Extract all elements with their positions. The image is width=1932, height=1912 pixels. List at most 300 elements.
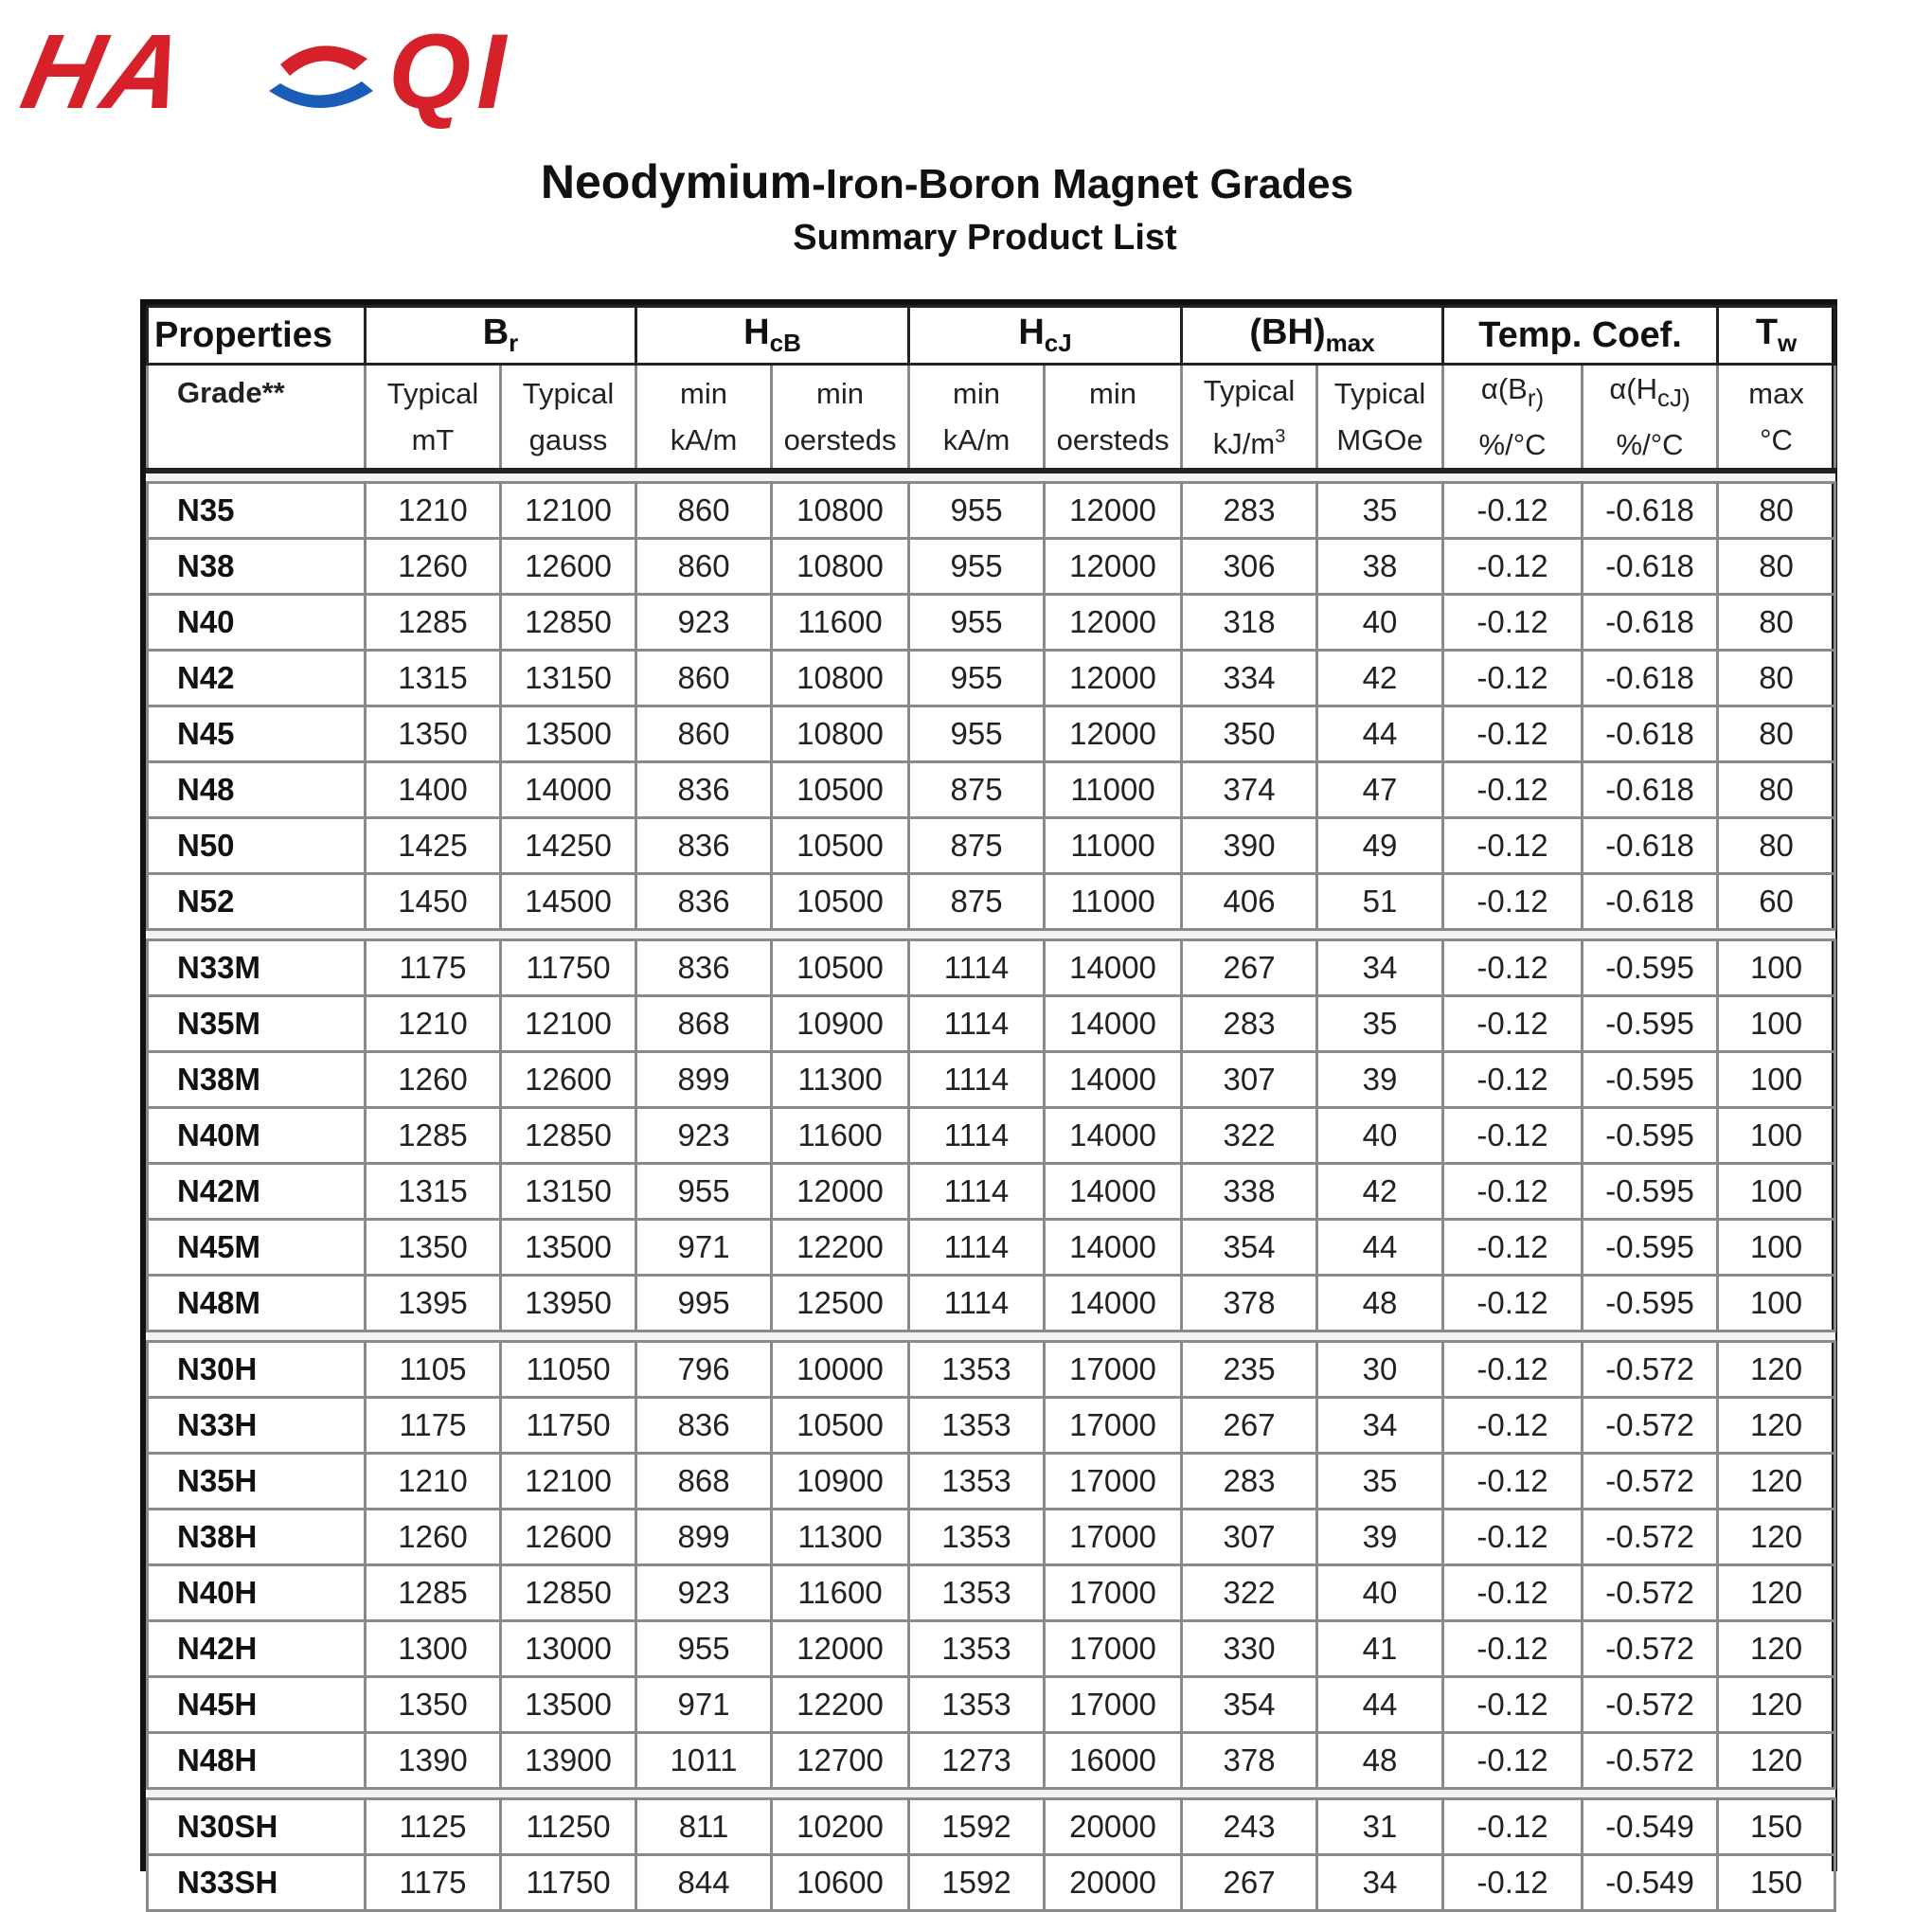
value-cell: 48	[1317, 1733, 1443, 1789]
value-cell: 860	[636, 483, 772, 539]
value-cell: 322	[1182, 1108, 1317, 1164]
value-cell: 267	[1182, 1398, 1317, 1454]
value-cell: 13500	[501, 1677, 636, 1733]
value-cell: -0.12	[1443, 1342, 1583, 1398]
value-cell: 283	[1182, 1454, 1317, 1510]
value-cell: 11050	[501, 1342, 636, 1398]
value-cell: 80	[1718, 762, 1835, 818]
value-cell: -0.595	[1583, 1164, 1718, 1220]
value-cell: -0.12	[1443, 1398, 1583, 1454]
value-cell: -0.12	[1443, 1276, 1583, 1331]
title-rest: -Iron-Boron Magnet Grades	[812, 161, 1354, 207]
value-cell: -0.12	[1443, 940, 1583, 996]
value-cell: 17000	[1045, 1677, 1182, 1733]
value-cell: -0.618	[1583, 483, 1718, 539]
value-cell: 14000	[1045, 1276, 1182, 1331]
table-row	[148, 1799, 1835, 1855]
value-cell: 1114	[909, 1164, 1045, 1220]
value-cell: 17000	[1045, 1621, 1182, 1677]
value-cell: -0.12	[1443, 1108, 1583, 1164]
table-row	[148, 1510, 1835, 1565]
value-cell: 995	[636, 1276, 772, 1331]
col-header: max °C	[1718, 365, 1835, 472]
value-cell: 811	[636, 1799, 772, 1855]
table-row	[148, 1454, 1835, 1510]
value-cell: 1285	[366, 1108, 501, 1164]
value-cell: 11750	[501, 1398, 636, 1454]
value-cell: -0.12	[1443, 706, 1583, 762]
value-cell: -0.618	[1583, 818, 1718, 874]
value-cell: 14250	[501, 818, 636, 874]
value-cell: -0.572	[1583, 1510, 1718, 1565]
value-cell: 1353	[909, 1398, 1045, 1454]
properties-header: Properties	[148, 307, 366, 365]
value-cell: 307	[1182, 1510, 1317, 1565]
value-cell: 13500	[501, 706, 636, 762]
value-cell: 955	[909, 483, 1045, 539]
table-row	[148, 539, 1835, 595]
value-cell: -0.12	[1443, 874, 1583, 930]
page-title	[0, 154, 1894, 209]
value-cell: 1273	[909, 1733, 1045, 1789]
value-cell: 20000	[1045, 1799, 1182, 1855]
grade-cell: N42M	[148, 1164, 366, 1220]
value-cell: 1210	[366, 1454, 501, 1510]
value-cell: 390	[1182, 818, 1317, 874]
value-cell: 30	[1317, 1342, 1443, 1398]
value-cell: 100	[1718, 1220, 1835, 1276]
value-cell: 10500	[772, 1398, 909, 1454]
value-cell: 120	[1718, 1621, 1835, 1677]
value-cell: 1592	[909, 1799, 1045, 1855]
grade-cell: N52	[148, 874, 366, 930]
value-cell: -0.12	[1443, 1621, 1583, 1677]
value-cell: 11000	[1045, 818, 1182, 874]
value-cell: 322	[1182, 1565, 1317, 1621]
value-cell: 12000	[772, 1621, 909, 1677]
value-cell: 923	[636, 1565, 772, 1621]
value-cell: 923	[636, 1108, 772, 1164]
value-cell: -0.595	[1583, 1220, 1718, 1276]
value-cell: 955	[909, 651, 1045, 706]
value-cell: 13000	[501, 1621, 636, 1677]
grade-cell: N33H	[148, 1398, 366, 1454]
value-cell: 44	[1317, 1677, 1443, 1733]
value-cell: -0.12	[1443, 996, 1583, 1052]
col-header: min oersteds	[772, 365, 909, 472]
value-cell: 1353	[909, 1342, 1045, 1398]
value-cell: 12000	[772, 1164, 909, 1220]
value-cell: -0.12	[1443, 483, 1583, 539]
grade-cell: N30SH	[148, 1799, 366, 1855]
value-cell: 243	[1182, 1799, 1317, 1855]
value-cell: 51	[1317, 874, 1443, 930]
value-cell: -0.12	[1443, 1164, 1583, 1220]
title-bold: Neodymium	[540, 155, 813, 208]
col-header: min kA/m	[636, 365, 772, 472]
value-cell: 836	[636, 874, 772, 930]
value-cell: 40	[1317, 1565, 1443, 1621]
value-cell: 307	[1182, 1052, 1317, 1108]
col-header: Typical mT	[366, 365, 501, 472]
value-cell: 334	[1182, 651, 1317, 706]
value-cell: 14000	[1045, 996, 1182, 1052]
grade-cell: N38M	[148, 1052, 366, 1108]
grade-cell: N48M	[148, 1276, 366, 1331]
value-cell: 100	[1718, 1164, 1835, 1220]
value-cell: 60	[1718, 874, 1835, 930]
value-cell: 10600	[772, 1855, 909, 1911]
value-cell: 11000	[1045, 874, 1182, 930]
value-cell: 40	[1317, 595, 1443, 651]
grade-cell: N48	[148, 762, 366, 818]
value-cell: 1425	[366, 818, 501, 874]
value-cell: 12100	[501, 1454, 636, 1510]
table-row	[148, 1164, 1835, 1220]
value-cell: 48	[1317, 1276, 1443, 1331]
value-cell: 80	[1718, 818, 1835, 874]
value-cell: 100	[1718, 1052, 1835, 1108]
value-cell: -0.618	[1583, 595, 1718, 651]
grade-cell: N30H	[148, 1342, 366, 1398]
value-cell: 1300	[366, 1621, 501, 1677]
value-cell: 1400	[366, 762, 501, 818]
value-cell: 306	[1182, 539, 1317, 595]
value-cell: 14000	[501, 762, 636, 818]
value-cell: 38	[1317, 539, 1443, 595]
value-cell: 1350	[366, 1220, 501, 1276]
grade-cell: N45H	[148, 1677, 366, 1733]
value-cell: 1315	[366, 1164, 501, 1220]
col-header: $\alpha(H_{cJ)}$ %/°C	[1583, 365, 1718, 472]
grade-cell: N40M	[148, 1108, 366, 1164]
value-cell: 11300	[772, 1510, 909, 1565]
grade-cell: N35	[148, 483, 366, 539]
value-cell: 10500	[772, 818, 909, 874]
value-cell: 860	[636, 539, 772, 595]
value-cell: -0.595	[1583, 1108, 1718, 1164]
value-cell: 1353	[909, 1510, 1045, 1565]
value-cell: 10500	[772, 762, 909, 818]
value-cell: -0.12	[1443, 1733, 1583, 1789]
value-cell: -0.12	[1443, 1052, 1583, 1108]
table-row	[148, 940, 1835, 996]
bhmax-header: $(BH)_{max}$	[1182, 307, 1443, 365]
value-cell: 14000	[1045, 940, 1182, 996]
value-cell: 1175	[366, 1855, 501, 1911]
grade-cell: N33SH	[148, 1855, 366, 1911]
value-cell: 10800	[772, 706, 909, 762]
svg-text:HA: HA	[12, 11, 199, 131]
grade-cell: N38H	[148, 1510, 366, 1565]
value-cell: 120	[1718, 1510, 1835, 1565]
value-cell: 12000	[1045, 706, 1182, 762]
value-cell: 12700	[772, 1733, 909, 1789]
table-row	[148, 483, 1835, 539]
value-cell: -0.572	[1583, 1677, 1718, 1733]
value-cell: 1114	[909, 1052, 1045, 1108]
value-cell: -0.549	[1583, 1799, 1718, 1855]
value-cell: 12600	[501, 1510, 636, 1565]
value-cell: 12000	[1045, 651, 1182, 706]
value-cell: 10800	[772, 539, 909, 595]
value-cell: 955	[636, 1621, 772, 1677]
value-cell: 13950	[501, 1276, 636, 1331]
value-cell: 860	[636, 651, 772, 706]
value-cell: 1260	[366, 1510, 501, 1565]
value-cell: -0.595	[1583, 940, 1718, 996]
value-cell: 1175	[366, 940, 501, 996]
value-cell: 12100	[501, 996, 636, 1052]
value-cell: 17000	[1045, 1454, 1182, 1510]
value-cell: 35	[1317, 483, 1443, 539]
value-cell: 1395	[366, 1276, 501, 1331]
value-cell: 20000	[1045, 1855, 1182, 1911]
value-cell: 120	[1718, 1342, 1835, 1398]
value-cell: 875	[909, 874, 1045, 930]
value-cell: -0.12	[1443, 1565, 1583, 1621]
value-cell: 1353	[909, 1621, 1045, 1677]
grade-cell: N42	[148, 651, 366, 706]
value-cell: 41	[1317, 1621, 1443, 1677]
grade-cell: N50	[148, 818, 366, 874]
value-cell: 35	[1317, 996, 1443, 1052]
value-cell: 955	[909, 539, 1045, 595]
value-cell: 14000	[1045, 1220, 1182, 1276]
grade-cell: N35H	[148, 1454, 366, 1510]
value-cell: -0.572	[1583, 1342, 1718, 1398]
value-cell: 10500	[772, 874, 909, 930]
table-row	[148, 595, 1835, 651]
col-header: $\alpha(B_{r)}$ %/°C	[1443, 365, 1583, 472]
value-cell: 1114	[909, 1108, 1045, 1164]
value-cell: 836	[636, 818, 772, 874]
value-cell: 875	[909, 762, 1045, 818]
header-row-groups	[148, 307, 1835, 365]
value-cell: 796	[636, 1342, 772, 1398]
value-cell: 80	[1718, 595, 1835, 651]
value-cell: 14000	[1045, 1052, 1182, 1108]
value-cell: 12000	[1045, 595, 1182, 651]
value-cell: 971	[636, 1220, 772, 1276]
value-cell: 1011	[636, 1733, 772, 1789]
grade-cell: N33M	[148, 940, 366, 996]
value-cell: 1353	[909, 1677, 1045, 1733]
value-cell: -0.12	[1443, 1855, 1583, 1911]
value-cell: 10800	[772, 483, 909, 539]
group-separator	[148, 930, 1835, 940]
value-cell: 923	[636, 595, 772, 651]
value-cell: 47	[1317, 762, 1443, 818]
value-cell: 12600	[501, 1052, 636, 1108]
value-cell: 1260	[366, 539, 501, 595]
value-cell: 283	[1182, 996, 1317, 1052]
value-cell: 14000	[1045, 1164, 1182, 1220]
value-cell: 836	[636, 940, 772, 996]
haoqi-logo	[12, 11, 566, 131]
value-cell: 11600	[772, 595, 909, 651]
value-cell: 12500	[772, 1276, 909, 1331]
value-cell: -0.572	[1583, 1733, 1718, 1789]
value-cell: 1260	[366, 1052, 501, 1108]
value-cell: 868	[636, 996, 772, 1052]
grade-cell: N40	[148, 595, 366, 651]
value-cell: 378	[1182, 1733, 1317, 1789]
value-cell: 283	[1182, 483, 1317, 539]
value-cell: -0.12	[1443, 1677, 1583, 1733]
value-cell: -0.12	[1443, 1799, 1583, 1855]
col-header: Typical MGOe	[1317, 365, 1443, 472]
tw-header: $T_w$	[1718, 307, 1835, 365]
grade-cell: N45M	[148, 1220, 366, 1276]
value-cell: 12850	[501, 1565, 636, 1621]
value-cell: 12850	[501, 1108, 636, 1164]
value-cell: 350	[1182, 706, 1317, 762]
value-cell: 899	[636, 1510, 772, 1565]
value-cell: -0.595	[1583, 1276, 1718, 1331]
value-cell: 1353	[909, 1454, 1045, 1510]
group-separator	[148, 1331, 1835, 1342]
grade-cell: N48H	[148, 1733, 366, 1789]
value-cell: -0.12	[1443, 818, 1583, 874]
svg-text:QI: QI	[388, 12, 512, 131]
value-cell: 875	[909, 818, 1045, 874]
value-cell: 899	[636, 1052, 772, 1108]
value-cell: 80	[1718, 651, 1835, 706]
col-header: min kA/m	[909, 365, 1045, 472]
value-cell: 100	[1718, 1276, 1835, 1331]
value-cell: 100	[1718, 940, 1835, 996]
grade-cell: N38	[148, 539, 366, 595]
value-cell: 12850	[501, 595, 636, 651]
value-cell: 80	[1718, 706, 1835, 762]
value-cell: 1350	[366, 1677, 501, 1733]
table-row	[148, 1621, 1835, 1677]
value-cell: -0.618	[1583, 651, 1718, 706]
value-cell: 836	[636, 1398, 772, 1454]
value-cell: 11250	[501, 1799, 636, 1855]
value-cell: -0.595	[1583, 1052, 1718, 1108]
value-cell: -0.12	[1443, 651, 1583, 706]
value-cell: 44	[1317, 706, 1443, 762]
header-row-units	[148, 365, 1835, 472]
hcj-header: $H_{cJ}$	[909, 307, 1182, 365]
value-cell: 868	[636, 1454, 772, 1510]
value-cell: 17000	[1045, 1398, 1182, 1454]
value-cell: 11000	[1045, 762, 1182, 818]
value-cell: 39	[1317, 1510, 1443, 1565]
grade-cell: N42H	[148, 1621, 366, 1677]
value-cell: -0.12	[1443, 1510, 1583, 1565]
value-cell: 1315	[366, 651, 501, 706]
value-cell: 955	[909, 706, 1045, 762]
table-row	[148, 1052, 1835, 1108]
value-cell: 16000	[1045, 1733, 1182, 1789]
magnet-grades-table	[140, 299, 1837, 1900]
table-row	[148, 1108, 1835, 1164]
table-row	[148, 1855, 1835, 1911]
value-cell: 17000	[1045, 1342, 1182, 1398]
table-row	[148, 1220, 1835, 1276]
value-cell: 34	[1317, 940, 1443, 996]
value-cell: 860	[636, 706, 772, 762]
table-row	[148, 1276, 1835, 1331]
value-cell: 44	[1317, 1220, 1443, 1276]
value-cell: 10900	[772, 996, 909, 1052]
value-cell: 34	[1317, 1398, 1443, 1454]
value-cell: 13500	[501, 1220, 636, 1276]
value-cell: 955	[909, 595, 1045, 651]
value-cell: 13900	[501, 1733, 636, 1789]
value-cell: 120	[1718, 1398, 1835, 1454]
value-cell: 1390	[366, 1733, 501, 1789]
value-cell: 1592	[909, 1855, 1045, 1911]
value-cell: 12000	[1045, 539, 1182, 595]
value-cell: 1105	[366, 1342, 501, 1398]
value-cell: 1114	[909, 1276, 1045, 1331]
value-cell: 1125	[366, 1799, 501, 1855]
value-cell: 1114	[909, 940, 1045, 996]
value-cell: 354	[1182, 1677, 1317, 1733]
value-cell: 150	[1718, 1855, 1835, 1911]
page-subtitle: Summary Product List	[793, 218, 1177, 258]
value-cell: 1175	[366, 1398, 501, 1454]
value-cell: 17000	[1045, 1510, 1182, 1565]
value-cell: 31	[1317, 1799, 1443, 1855]
table-row	[148, 996, 1835, 1052]
value-cell: -0.549	[1583, 1855, 1718, 1911]
value-cell: 12200	[772, 1677, 909, 1733]
table-row	[148, 818, 1835, 874]
value-cell: -0.572	[1583, 1398, 1718, 1454]
value-cell: 1114	[909, 996, 1045, 1052]
table-row	[148, 874, 1835, 930]
value-cell: 12100	[501, 483, 636, 539]
value-cell: 14500	[501, 874, 636, 930]
value-cell: 1285	[366, 595, 501, 651]
value-cell: 80	[1718, 539, 1835, 595]
value-cell: 1285	[366, 1565, 501, 1621]
value-cell: 35	[1317, 1454, 1443, 1510]
value-cell: 11600	[772, 1565, 909, 1621]
value-cell: 12200	[772, 1220, 909, 1276]
value-cell: 1450	[366, 874, 501, 930]
value-cell: 80	[1718, 483, 1835, 539]
value-cell: 11600	[772, 1108, 909, 1164]
value-cell: 1114	[909, 1220, 1045, 1276]
value-cell: 354	[1182, 1220, 1317, 1276]
value-cell: 235	[1182, 1342, 1317, 1398]
value-cell: 42	[1317, 1164, 1443, 1220]
value-cell: 318	[1182, 595, 1317, 651]
table-row	[148, 706, 1835, 762]
temp-coef-header: Temp. Coef.	[1443, 307, 1718, 365]
value-cell: 10900	[772, 1454, 909, 1510]
value-cell: 338	[1182, 1164, 1317, 1220]
table-row	[148, 762, 1835, 818]
value-cell: 40	[1317, 1108, 1443, 1164]
value-cell: 11750	[501, 940, 636, 996]
table-row	[148, 651, 1835, 706]
value-cell: 12600	[501, 539, 636, 595]
value-cell: -0.618	[1583, 874, 1718, 930]
value-cell: 34	[1317, 1855, 1443, 1911]
value-cell: 267	[1182, 1855, 1317, 1911]
hcb-header: $H_{cB}$	[636, 307, 909, 365]
value-cell: 971	[636, 1677, 772, 1733]
value-cell: 374	[1182, 762, 1317, 818]
value-cell: -0.618	[1583, 539, 1718, 595]
